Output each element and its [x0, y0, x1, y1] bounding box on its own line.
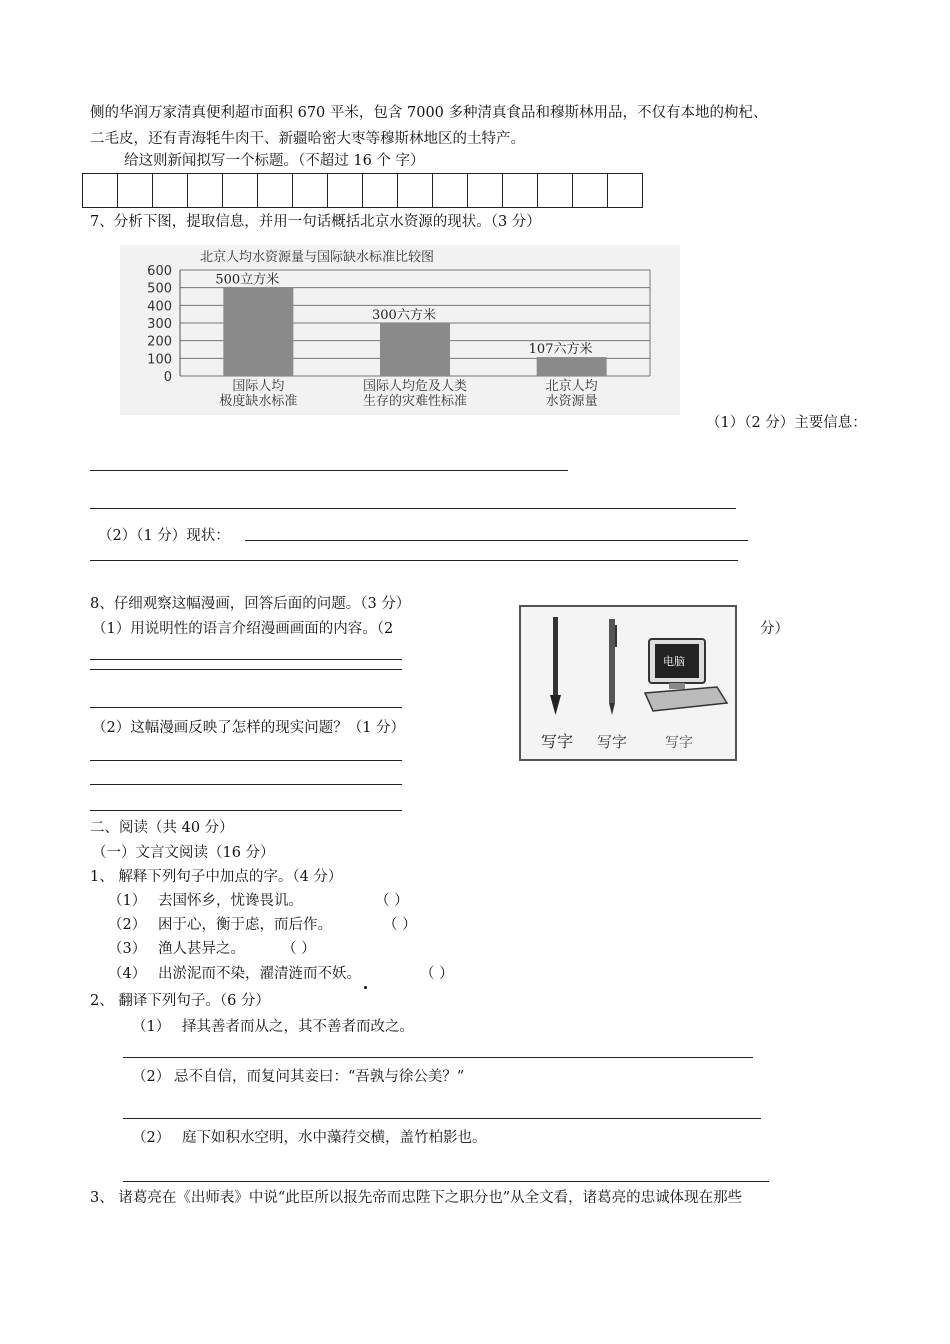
answer-line[interactable] [90, 810, 402, 811]
answer-line[interactable] [90, 707, 402, 708]
q2-item-num: （2） [132, 1069, 171, 1085]
caption-brush: 写字 [541, 732, 574, 751]
answer-box[interactable] [398, 174, 433, 207]
answer-line[interactable] [90, 560, 738, 561]
answer-box[interactable] [573, 174, 608, 207]
water-resource-bar-chart [120, 245, 680, 415]
q1-item-text: 去国怀乡，忧谗畏讥。 [158, 893, 303, 909]
q2-item-text: 忌不自信，而复问其妾曰：“吾孰与徐公美？” [174, 1069, 465, 1085]
q2-item-num: （1） [132, 1019, 171, 1035]
answer-box[interactable] [83, 174, 118, 207]
chart-title: 北京人均水资源量与国际缺水标准比较图 [200, 250, 435, 265]
reading-subsection-title: （一）文言文阅读（16 分） [92, 845, 275, 861]
q1-item-num: （1） [108, 893, 147, 909]
q1-item-num: （4） [108, 966, 147, 982]
bar-data-label: 107六方米 [528, 342, 593, 358]
answer-box[interactable] [608, 174, 642, 207]
title-answer-grid[interactable] [82, 173, 643, 208]
computer-screen-label: 电脑 [663, 655, 685, 668]
q1-item-num: （2） [108, 917, 147, 933]
answer-box[interactable] [188, 174, 223, 207]
q2-item-num: （2） [132, 1130, 171, 1146]
x-category-label: 水资源量 [545, 394, 598, 409]
y-tick-label: 100 [147, 352, 172, 368]
x-category-label: 极度缺水标准 [219, 394, 298, 409]
bar [380, 323, 450, 376]
answer-box[interactable] [153, 174, 188, 207]
x-category-label: 生存的灾难性标准 [362, 394, 468, 409]
caption-computer: 写字 [665, 735, 693, 751]
answer-line[interactable] [123, 1118, 761, 1119]
q2-item-text: 庭下如积水空明，水中藻荇交横，盖竹柏影也。 [182, 1130, 487, 1146]
q7-sub1: （1）（2 分）主要信息： [706, 415, 867, 431]
answer-box[interactable] [328, 174, 363, 207]
q1-answer-paren[interactable]: （ ） [282, 941, 316, 957]
answer-box[interactable] [538, 174, 573, 207]
q1-prompt: 1、 解释下列句子中加点的字。（4 分） [90, 869, 343, 885]
answer-box[interactable] [223, 174, 258, 207]
y-tick-label: 300 [147, 317, 172, 332]
q8-sub1: （1）用说明性的语言介绍漫画画面的内容。（2 [92, 621, 394, 637]
x-category-label: 北京人均 [545, 379, 598, 394]
answer-box[interactable] [258, 174, 293, 207]
q3-prompt: 3、 诸葛亮在《出师表》中说“此臣所以报先帝而忠陛下之职分也”从全文看，诸葛亮的忠诚体现在那些 [90, 1190, 743, 1206]
q1-item-text: 渔人甚异之。 [158, 941, 245, 957]
q7-sub2: （2）（1 分）现状： [98, 528, 230, 544]
q1-answer-paren[interactable]: （ ） [383, 917, 417, 933]
title-prompt: 给这则新闻拟写一个标题。（不超过 16 个 字） [124, 153, 425, 169]
emphasis-dot [364, 986, 367, 989]
y-tick-label: 500 [147, 281, 172, 297]
answer-box[interactable] [433, 174, 468, 207]
answer-line[interactable] [245, 540, 748, 541]
q1-item-num: （3） [108, 941, 147, 957]
intro-line-1: 侧的华润万家清真便利超市面积 670 平米，包含 7000 多种清真食品和穆斯林用品，不仅有本地的枸杞、 [90, 105, 768, 121]
y-tick-label: 0 [163, 370, 172, 385]
q1-answer-paren[interactable]: （ ） [420, 966, 454, 982]
q2-item-text: 择其善者而从之，其不善者而改之。 [182, 1019, 414, 1035]
bar-data-label: 300六方米 [372, 308, 436, 323]
answer-line[interactable] [90, 659, 402, 660]
bar [537, 357, 607, 376]
caption-pen: 写字 [597, 733, 628, 751]
answer-line[interactable] [90, 669, 402, 670]
q1-item-text: 出淤泥而不染，濯清涟而不妖。 [158, 966, 361, 982]
cartoon-image [519, 605, 737, 761]
q2-prompt: 2、 翻译下列句子。（6 分） [90, 993, 270, 1009]
y-tick-label: 400 [147, 299, 172, 315]
answer-line[interactable] [90, 760, 402, 761]
q8-sub1-score: 分） [760, 621, 789, 637]
answer-box[interactable] [363, 174, 398, 207]
bar-data-label: 500立方米 [215, 272, 280, 288]
ballpoint-pen-icon [609, 619, 617, 715]
q1-item-text: 困于心，衡于虑，而后作。 [158, 917, 332, 933]
answer-line[interactable] [90, 784, 402, 785]
computer-icon [645, 639, 727, 711]
answer-box[interactable] [468, 174, 503, 207]
bar [223, 288, 293, 376]
y-tick-label: 600 [147, 264, 172, 279]
q7-prompt: 7、分析下图，提取信息，并用一句话概括北京水资源的现状。（3 分） [90, 214, 541, 230]
intro-line-2: 二毛皮，还有青海牦牛肉干、新疆哈密大枣等穆斯林地区的土特产。 [90, 131, 525, 147]
q8-sub2: （2）这幅漫画反映了怎样的现实问题？（1 分） [92, 720, 406, 736]
x-category-label: 国际人均危及人类 [362, 379, 468, 394]
y-tick-label: 200 [147, 334, 172, 350]
reading-section-title: 二、阅读（共 40 分） [90, 820, 234, 836]
answer-line[interactable] [90, 508, 736, 509]
answer-line[interactable] [90, 470, 568, 471]
q8-prompt: 8、仔细观察这幅漫画，回答后面的问题。（3 分） [90, 596, 411, 612]
answer-box[interactable] [503, 174, 538, 207]
answer-box[interactable] [293, 174, 328, 207]
answer-line[interactable] [123, 1181, 769, 1182]
q1-answer-paren[interactable]: （ ） [375, 893, 409, 909]
answer-line[interactable] [123, 1057, 753, 1058]
answer-box[interactable] [118, 174, 153, 207]
x-category-label: 国际人均 [232, 379, 285, 394]
brush-pen-icon [550, 617, 561, 715]
